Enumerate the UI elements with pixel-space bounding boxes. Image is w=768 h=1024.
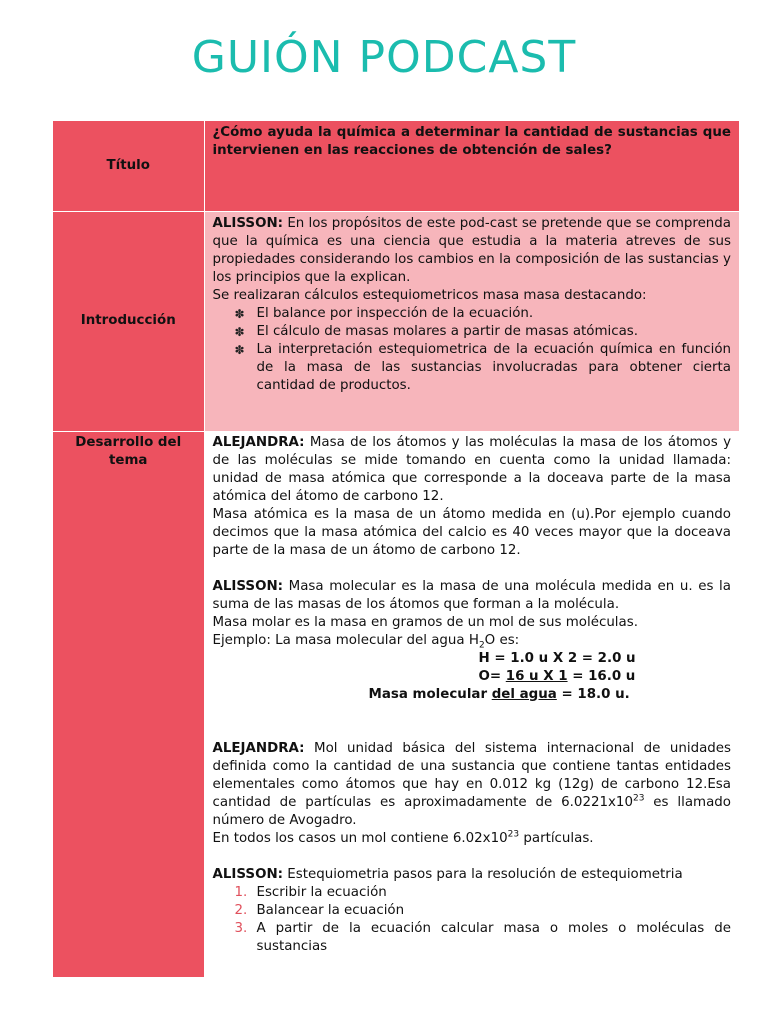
list-item-text: El balance por inspección de la ecuación. <box>256 305 534 321</box>
table-row-desarrollo <box>53 431 739 977</box>
calc-text: = 18.0 u. <box>556 686 630 702</box>
row-content-titulo: ¿Cómo ayuda la química a determinar la cantidad de sustancias que intervienen en las reacciones de obtención de sales? <box>204 121 739 211</box>
list-item <box>234 341 732 395</box>
dev-text: En todos los casos un mol contiene 6.02x10 <box>212 830 508 846</box>
calc-line-total <box>213 686 732 704</box>
gear-bullet-icon: ✽ <box>234 342 245 357</box>
calc-text: del agua <box>491 686 557 702</box>
list-item <box>234 902 732 920</box>
speaker-name: ALISSON: <box>212 578 284 594</box>
dev-paragraph <box>213 866 732 884</box>
molecular-mass-calculation <box>213 650 732 704</box>
step-number: 3. <box>234 920 248 936</box>
dev-paragraph <box>213 740 732 830</box>
speaker-name: ALISSON: <box>212 866 284 882</box>
calc-text: O= <box>478 668 506 684</box>
dev-text: es llamado número de Avogadro. <box>212 794 731 828</box>
row-label-titulo: Título <box>53 121 204 211</box>
list-item <box>234 884 732 902</box>
dev-text: Masa de los átomos y las moléculas la masa de los átomos y de las moléculas se mide tomando en cuenta como la unidad llamada: unidad de masa atómica que corresponde a la doceava parte de la masa atómica del átomo de carbono 12. <box>212 434 731 504</box>
speaker-name: ALEJANDRA: <box>212 434 305 450</box>
steps-list <box>213 884 732 956</box>
list-item-text: Balancear la ecuación <box>256 902 405 918</box>
speaker-name: ALISSON: <box>212 215 284 231</box>
dev-text: O es: <box>484 632 520 648</box>
intro-paragraph <box>213 215 732 287</box>
speaker-name: ALEJANDRA: <box>212 740 305 756</box>
table-row-titulo <box>53 121 739 211</box>
dev-text: partículas. <box>519 830 594 846</box>
gear-bullet-icon: ✽ <box>234 324 245 339</box>
list-item <box>234 920 732 956</box>
intro-text: En los propósitos de este pod-cast se pretende que se comprenda que la química es una ciencia que estudia a la materia atreves de sus propiedades considerando los cambios en la composición de las sustancias y los principios que la explican. <box>212 215 732 285</box>
row-label-desarrollo: Desarrollo del tema <box>53 431 204 977</box>
calc-line-o <box>213 668 732 686</box>
calc-line-h: H = 1.0 u X 2 = 2.0 u <box>478 650 636 666</box>
step-number: 1. <box>234 884 248 900</box>
dev-text: Estequiometria pasos para la resolución de estequiometria <box>287 866 683 882</box>
dev-text: Ejemplo: La masa molecular del agua H <box>212 632 479 648</box>
page-title: GUIÓN PODCAST <box>191 32 577 83</box>
list-item <box>234 323 732 341</box>
dev-paragraph: Masa molar es la masa en gramos de un mol de sus moléculas. <box>212 614 638 630</box>
list-item-text: Escribir la ecuación <box>256 884 387 900</box>
list-item-text: La interpretación estequiometrica de la ecuación química en función de la masa de las sustancias involucradas para obtener cierta cantidad de productos. <box>256 341 731 393</box>
list-item-text: A partir de la ecuación calcular masa o moles o moléculas de sustancias <box>256 920 731 954</box>
dev-paragraph <box>213 578 732 614</box>
dev-paragraph <box>213 632 732 650</box>
row-label-introduccion: Introducción <box>53 211 204 431</box>
row-content-desarrollo <box>204 431 739 977</box>
dev-paragraph <box>213 830 732 848</box>
dev-text: Mol unidad básica del sistema internacional de unidades definida como la cantidad de una sustancia que contiene tantas entidades elementales como átomos que hay en 0.012 kg (12g) de carbono 12.Esa cantidad de partículas es aproximadamente de 6.0221x10 <box>212 740 731 810</box>
superscript: 23 <box>507 829 520 840</box>
gear-bullet-icon: ✽ <box>234 306 245 321</box>
list-item-text: El cálculo de masas molares a partir de masas atómicas. <box>256 323 639 339</box>
calc-text: Masa molecular <box>368 686 492 702</box>
calc-text: = 16.0 u <box>567 668 636 684</box>
calc-text: 16 u X 1 <box>505 668 568 684</box>
dev-paragraph <box>213 434 732 506</box>
dev-text: Masa molecular es la masa de una molécula medida en u. es la suma de las masas de los átomos que forman a la molécula. <box>212 578 731 612</box>
intro-bullet-list <box>213 305 732 395</box>
podcast-script-table <box>53 121 739 978</box>
list-item <box>234 305 732 323</box>
row-content-introduccion <box>204 211 739 431</box>
step-number: 2. <box>234 902 248 918</box>
subscript: 2 <box>478 640 485 651</box>
intro-paragraph-2: Se realizaran cálculos estequiometricos masa masa destacando: <box>212 287 647 303</box>
dev-paragraph: Masa atómica es la masa de un átomo medida en (u).Por ejemplo cuando decimos que la masa atómica del calcio es 40 veces mayor que la doceava parte de la masa de un átomo de carbono 12. <box>212 506 731 558</box>
table-row-introduccion <box>53 211 739 431</box>
superscript: 23 <box>632 793 645 804</box>
